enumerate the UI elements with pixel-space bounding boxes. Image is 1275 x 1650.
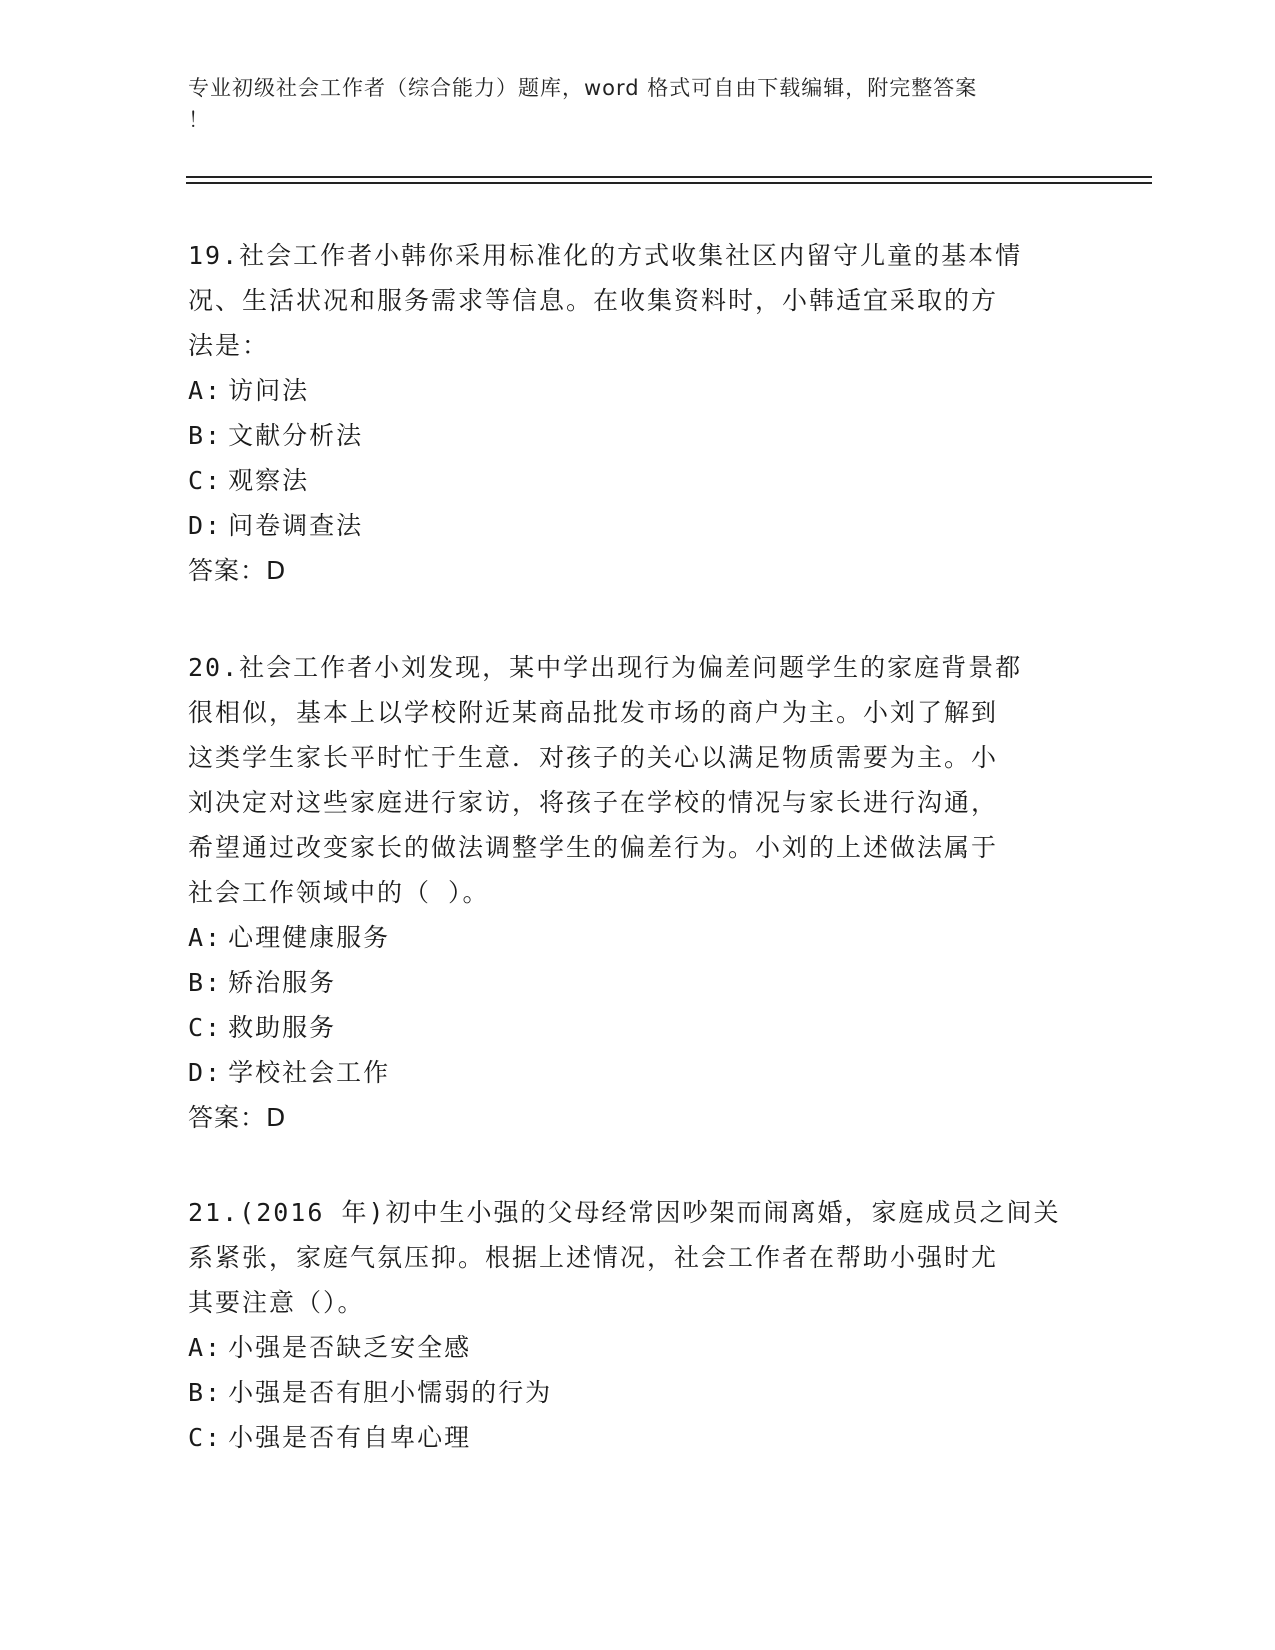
option-a [188, 1325, 1088, 1370]
option-c [188, 1415, 1088, 1460]
question-text [188, 645, 1088, 915]
option-b [188, 413, 1088, 458]
option-c [188, 1005, 1088, 1050]
option-text: 小强是否有胆小懦弱的行为 [228, 1378, 553, 1407]
option-b [188, 1370, 1088, 1415]
option-text: 访问法 [228, 376, 310, 405]
question-text-line: 很相似，基本上以学校附近某商品批发市场的商户为主。小刘了解到 [188, 698, 999, 727]
question-text-line: 况、生活状况和服务需求等信息。在收集资料时，小韩适宜采取的方 [188, 286, 999, 315]
question-text-line: 刘决定对这些家庭进行家访，将孩子在学校的情况与家长进行沟通， [188, 788, 999, 817]
question-text-line: 这类学生家长平时忙于生意．对孩子的关心以满足物质需要为主。小 [188, 743, 999, 772]
option-letter: B: [188, 968, 223, 997]
question-text-line: 其要注意（）。 [188, 1288, 365, 1317]
option-text: 救助服务 [228, 1013, 337, 1042]
question-text [188, 1190, 1088, 1325]
option-text: 心理健康服务 [228, 923, 391, 952]
question-text-line: 希望通过改变家长的做法调整学生的偏差行为。小刘的上述做法属于 [188, 833, 999, 862]
option-d [188, 1050, 1088, 1095]
option-letter: C: [188, 1013, 223, 1042]
question-text [188, 233, 1088, 368]
document-header [188, 72, 1068, 136]
option-letter: D: [188, 511, 223, 540]
option-letter: B: [188, 1378, 223, 1407]
question-text-line: 21.(2016 年)初中生小强的父母经常因吵架而闹离婚，家庭成员之间关 [188, 1198, 1061, 1227]
answer: 答案：D [188, 1103, 287, 1132]
option-letter: D: [188, 1058, 223, 1087]
question-text-line: 社会工作领域中的（ ）。 [188, 878, 490, 907]
option-c [188, 458, 1088, 503]
question-text-line: 19.社会工作者小韩你采用标准化的方式收集社区内留守儿童的基本情 [188, 241, 1023, 270]
option-a [188, 368, 1088, 413]
question-21 [188, 1190, 1088, 1460]
option-text: 问卷调查法 [228, 511, 364, 540]
question-text-line: 20.社会工作者小刘发现，某中学出现行为偏差问题学生的家庭背景都 [188, 653, 1023, 682]
option-text: 学校社会工作 [228, 1058, 391, 1087]
question-text-line: 系紧张，家庭气氛压抑。根据上述情况，社会工作者在帮助小强时尤 [188, 1243, 999, 1272]
option-letter: C: [188, 1423, 223, 1452]
header-divider-bottom [186, 182, 1152, 184]
option-a [188, 915, 1088, 960]
option-letter: B: [188, 421, 223, 450]
header-line-2: ！ [188, 108, 210, 132]
question-text-line: 法是： [188, 331, 270, 360]
header-line-1: 专业初级社会工作者（综合能力）题库，word 格式可自由下载编辑，附完整答案 [188, 76, 978, 100]
question-20 [188, 645, 1088, 1140]
option-d [188, 503, 1088, 548]
question-19 [188, 233, 1088, 593]
option-text: 观察法 [228, 466, 310, 495]
header-divider-top [186, 176, 1152, 178]
option-text: 小强是否有自卑心理 [228, 1423, 472, 1452]
option-letter: A: [188, 376, 223, 405]
option-letter: A: [188, 1333, 223, 1362]
option-letter: C: [188, 466, 223, 495]
option-letter: A: [188, 923, 223, 952]
option-b [188, 960, 1088, 1005]
answer: 答案：D [188, 556, 287, 585]
option-text: 小强是否缺乏安全感 [228, 1333, 472, 1362]
option-text: 文献分析法 [228, 421, 364, 450]
option-text: 矫治服务 [228, 968, 337, 997]
